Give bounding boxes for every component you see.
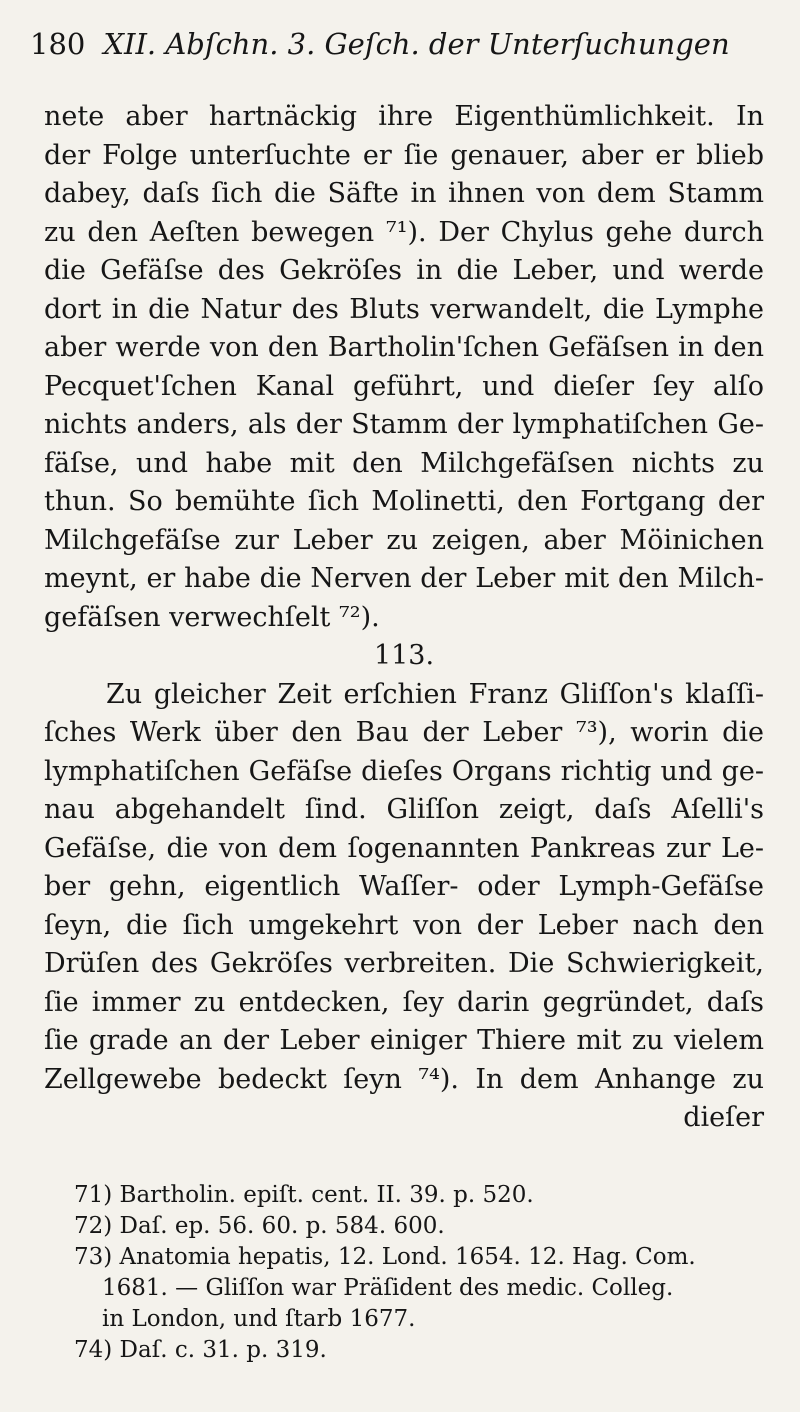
text-line: Milchgefäſse zur Leber zu zeigen, aber Möinichen — [44, 524, 764, 556]
text-line: die Gefäſse des Gekröſes in die Leber, und werde — [44, 255, 764, 286]
text-line: ſie immer zu entdecken, ſey darin gegründet, daſs — [44, 986, 764, 1018]
text-line: nete aber hartnäckig ihre Eigenthümlichkeit. In — [44, 101, 764, 132]
text-line: Pecquet'ſchen Kanal geführt, und dieſer ſey alſo — [44, 370, 764, 402]
footnote-73-continued: 1681. — Gliſſon war Präſident des medic. Colleg. — [102, 1275, 674, 1301]
text-line: fäſse, und habe mit den Milchgefäſsen nichts zu — [44, 447, 764, 479]
footnotes — [74, 1180, 774, 1366]
text-line: Zu gleicher Zeit erſchien Franz Gliſſon's klaſſi- — [106, 678, 764, 710]
text-line: Zellgewebe bedeckt ſeyn ⁷⁴). In dem Anhange zu — [44, 1063, 764, 1095]
text-line: ſches Werk über den Bau der Leber ⁷³), worin die — [44, 717, 764, 748]
text-line: der Folge unterſuchte er ſie genauer, aber er blieb — [44, 139, 764, 171]
page-number: 180 — [30, 27, 86, 61]
text-line: ſie grade an der Leber einiger Thiere mit zu vielem — [44, 1025, 764, 1056]
text-line: Gefäſse, die von dem ſogenannten Pankreas zur Le- — [44, 832, 764, 864]
footnote-73-continued: in London, und ſtarb 1677. — [102, 1306, 416, 1332]
text-line: nau abgehandelt ſind. Gliſſon zeigt, daſs Aſelli's — [44, 794, 764, 825]
text-line: dort in die Natur des Bluts verwandelt, die Lymphe — [44, 293, 764, 325]
text-line: gefäſsen verwechſelt ⁷²). — [44, 601, 380, 633]
footnote-72: 72) Daſ. ep. 56. 60. p. 584. 600. — [74, 1213, 445, 1239]
text-line: dabey, daſs ſich die Säfte in ihnen von dem Stamm — [44, 178, 764, 209]
text-line: thun. So bemühte ſich Molinetti, den Fortgang der — [44, 486, 764, 517]
footnote-74: 74) Daſ. c. 31. p. 319. — [74, 1337, 327, 1363]
footnote-73: 73) Anatomia hepatis, 12. Lond. 1654. 12. Hag. Com. — [74, 1244, 696, 1270]
catchword: dieſer — [683, 1102, 764, 1133]
text-line: lymphatiſchen Gefäſse dieſes Organs richtig und ge- — [44, 755, 764, 787]
main-text — [44, 98, 764, 1138]
text-line: zu den Aeſten bewegen ⁷¹). Der Chylus gehe durch — [44, 216, 764, 248]
text-line: ber gehn, eigentlich Waſſer- oder Lymph-Gefäſse — [44, 871, 764, 902]
text-line: aber werde von den Bartholin'ſchen Gefäſsen in den — [44, 332, 764, 363]
text-line: nichts anders, als der Stamm der lymphatiſchen Ge- — [44, 409, 764, 440]
running-title: XII. Abſchn. 3. Geſch. der Unterſuchungen — [103, 27, 730, 61]
section-number: 113. — [373, 640, 435, 671]
footnote-71: 71) Bartholin. epiſt. cent. II. 39. p. 520. — [74, 1182, 534, 1208]
text-line: ſeyn, die ſich umgekehrt von der Leber nach den — [44, 909, 764, 941]
running-header — [30, 24, 770, 64]
text-line: Drüſen des Gekröſes verbreiten. Die Schwierigkeit, — [44, 948, 764, 979]
text-line: meynt, er habe die Nerven der Leber mit den Milch- — [44, 563, 764, 594]
